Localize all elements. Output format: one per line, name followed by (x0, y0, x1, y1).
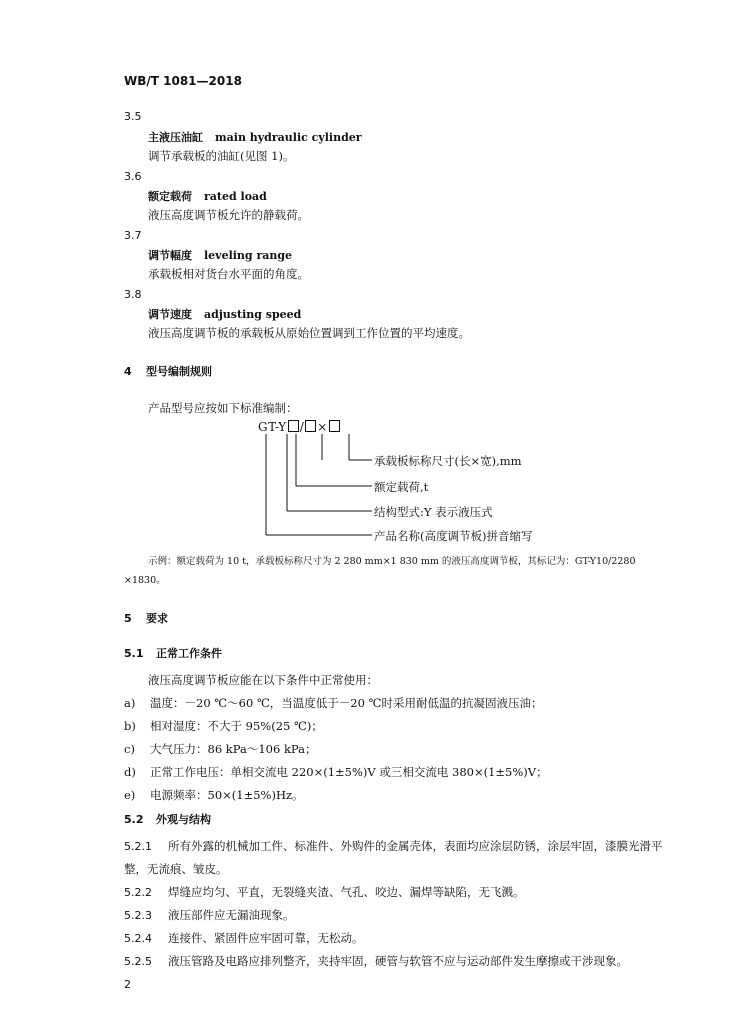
clause-5-2-5: 5.2.5 液压管路及电路应排列整齐，夹持牢固，硬管与软管不应与运动部件发生摩擦或干涉现象。 (124, 954, 628, 968)
term-definition: 液压高度调节板允许的静载荷。 (148, 208, 309, 222)
term-en: rated load (204, 190, 267, 203)
standard-code: WB/T 1081—2018 (124, 74, 242, 88)
term-number: 3.6 (124, 170, 142, 183)
term-definition: 承载板相对货台水平面的角度。 (148, 267, 309, 281)
term-zh: 主液压油缸 (148, 131, 203, 144)
clause-5-2-4: 5.2.4 连接件、紧固件应牢固可靠，无松动。 (124, 931, 364, 945)
clause-5-2-1: 5.2.1 所有外露的机械加工件、标准件、外购件的金属壳体，表面均应涂层防锈，涂层牢固，漆膜光滑平 (124, 839, 663, 853)
list-item: c) 大气压力：86 kPa～106 kPa； (124, 742, 317, 756)
section-5-2-heading: 5.2 外观与结构 (124, 813, 211, 826)
code-label: 承载板标称尺寸(长×宽),mm (374, 454, 522, 468)
list-item: a) 温度：－20 ℃～60 ℃，当温度低于－20 ℃时采用耐低温的抗凝固液压油； (124, 696, 543, 710)
clause-5-2-1-cont: 整，无流痕、皱皮。 (124, 862, 228, 876)
list-item: e) 电源频率：50×(1±5%)Hz。 (124, 788, 304, 802)
code-label: 额定载荷,t (374, 480, 429, 494)
code-label: 产品名称(高度调节板)拼音缩写 (374, 529, 533, 543)
term-en: leveling range (204, 249, 293, 262)
list-item: d) 正常工作电压：单相交流电 220×(1±5%)V 或三相交流电 380×(1±5%)V； (124, 765, 548, 779)
term-zh: 额定载荷 (148, 190, 192, 203)
clause-5-2-3: 5.2.3 液压部件应无漏油现象。 (124, 908, 295, 922)
term-en: adjusting speed (204, 308, 302, 321)
example-text: 示例：额定载荷为 10 t，承载板标称尺寸为 2 280 mm×1 830 mm 的液压高度调节板，其标记为：GT-Y10/2280 (148, 556, 636, 567)
model-code: GT-Y / × (258, 420, 341, 434)
section-5-heading: 5 要求 (124, 612, 168, 625)
list-item: b) 相对湿度：不大于 95%(25 ℃)； (124, 719, 323, 733)
page-number: 2 (124, 978, 131, 991)
term-zh: 调节幅度 (148, 249, 192, 262)
term-number: 3.7 (124, 229, 142, 242)
term-en: main hydraulic cylinder (215, 131, 362, 144)
code-label: 结构型式:Y 表示液压式 (374, 505, 493, 519)
section-4-intro: 产品型号应按如下标准编制： (148, 401, 298, 415)
term-zh: 调节速度 (148, 308, 192, 321)
clause-5-2-2: 5.2.2 焊缝应均匀、平直，无裂缝夹渣、气孔、咬边、漏焊等缺陷，无飞溅。 (124, 885, 525, 899)
term-definition: 液压高度调节板的承载板从原始位置调到工作位置的平均速度。 (148, 326, 470, 340)
section-5-1-intro: 液压高度调节板应能在以下条件中正常使用： (148, 673, 378, 687)
term-number: 3.5 (124, 110, 142, 123)
example-text-cont: ×1830。 (124, 575, 166, 586)
term-definition: 调节承载板的油缸(见图 1)。 (148, 149, 295, 163)
section-5-1-heading: 5.1 正常工作条件 (124, 647, 222, 660)
section-4-heading: 4 型号编制规则 (124, 365, 212, 378)
term-number: 3.8 (124, 288, 142, 301)
